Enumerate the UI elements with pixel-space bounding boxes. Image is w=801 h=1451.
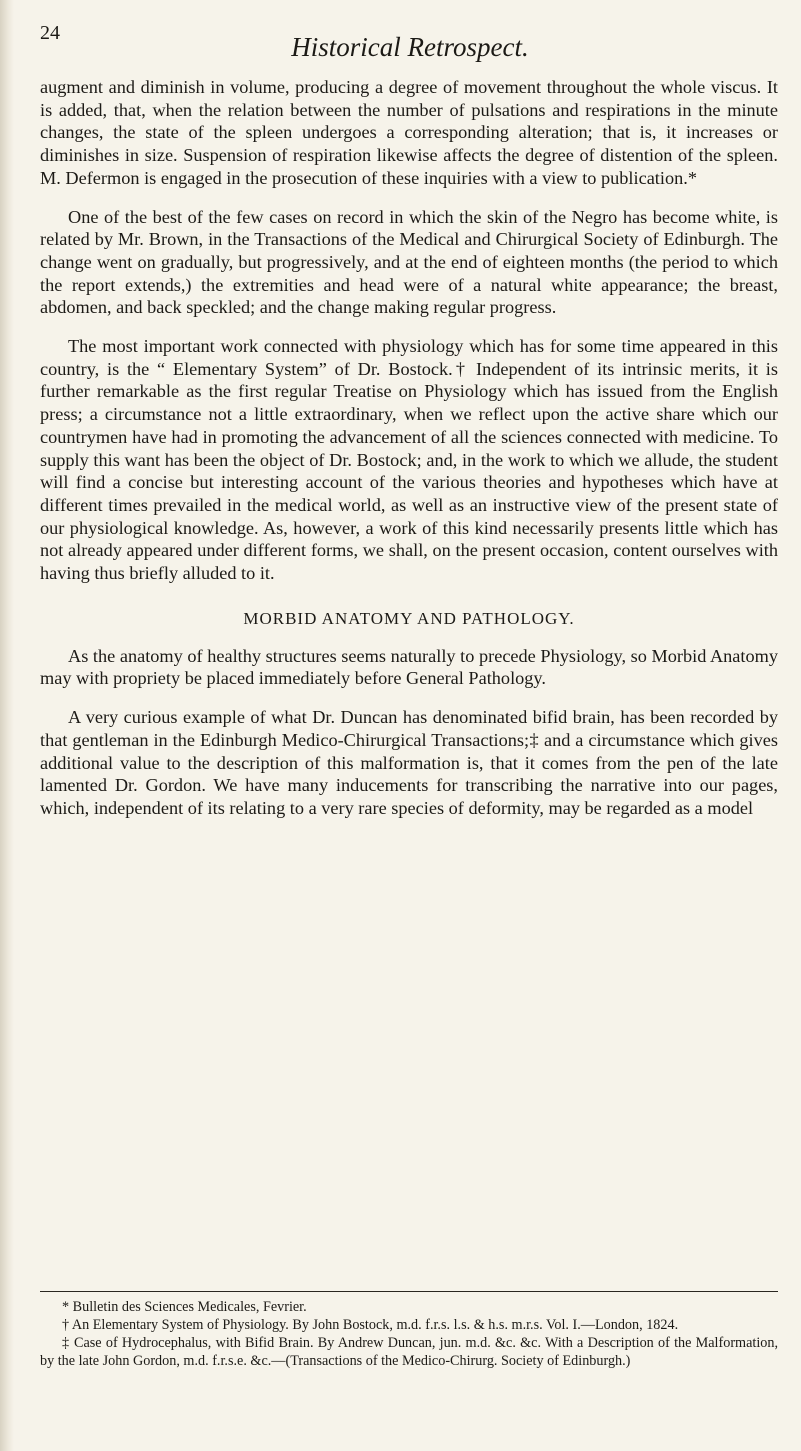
running-title: Historical Retrospect. <box>291 32 529 62</box>
footnotes <box>40 1298 778 1370</box>
page-binding-shadow <box>0 0 14 1451</box>
page-header <box>40 10 780 70</box>
section-heading: MORBID ANATOMY AND PATHOLOGY. <box>243 608 575 628</box>
book-page <box>40 10 780 1440</box>
page-body <box>40 76 778 820</box>
paragraph-bostock: The most important work connected with physiology which has for some time appeared in this country, is the “ Elementary System” of Dr. Bostock.† Independent of its intrinsic merits, it is further remarkable as the first regular Treatise on Physiology which has issued from the English press; a circumstance not a little extraordinary, when we reflect upon the active share which our countrymen have had in promoting the advancement of all the sciences connected with medicine. To supply this want has been the object of Dr. Bostock; and, in the work to which we allude, the student will find a concise but interesting account of the various theories and hypotheses which have at different times prevailed in the medical world, as well as an instructive view of the present state of our physiological knowledge. As, however, a work of this kind necessarily presents little which has not already appeared under different forms, we shall, on the present occasion, content ourselves with having thus briefly alluded to it. <box>40 336 778 584</box>
footnote-divider <box>40 1291 778 1292</box>
paragraph-morbid-anatomy: As the anatomy of healthy structures seems naturally to precede Physiology, so Morbid Anatomy may with propriety be placed immediately before General Pathology. <box>40 645 778 689</box>
paragraph-spleen: augment and diminish in volume, producing a degree of movement throughout the whole viscus. It is added, that, when the relation between the number of pulsations and respirations in the minute changes, the state of the spleen undergoes a corresponding alteration; that is, it increases or diminishes in size. Suspension of respiration likewise affects the degree of distention of the spleen. M. Defermon is engaged in the prosecution of these inquiries with a view to publication.* <box>40 77 778 188</box>
paragraph-bifid-brain: A very curious example of what Dr. Duncan has denominated bifid brain, has been recorded by that gentleman in the Edinburgh Medico-Chirurgical Transactions;‡ and a circumstance which gives additional value to the description of this malformation is, that it comes from the pen of the late lamented Dr. Gordon. We have many inducements for transcribing the narrative into our pages, which, independent of its relating to a very rare species of deformity, may be regarded as a model <box>40 707 778 818</box>
paragraph-negro-skin: One of the best of the few cases on record in which the skin of the Negro has become white, is related by Mr. Brown, in the Transactions of the Medical and Chirurgical Society of Edinburgh. The change went on gradually, but progressively, and at the end of eighteen months (the period to which the report extends,) the extremities and head were of a natural white appearance; the breast, abdomen, and back speckled; and the change making regular progress. <box>40 206 778 318</box>
footnote-bostock: † An Elementary System of Physiology. By John Bostock, m.d. f.r.s. l.s. & h.s. m.r.s. Vol. I.—London, 1824. <box>62 1317 679 1333</box>
page-number: 24 <box>40 22 60 44</box>
footnote-duncan: ‡ Case of Hydrocephalus, with Bifid Brain. By Andrew Duncan, jun. m.d. &c. &c. With a Description of the Malformation, by the late John Gordon, m.d. f.r.s.e. &c.—(Transactions of the Medico-Chirurg. Society of Edinburgh.) <box>40 1335 778 1369</box>
footnote-bulletin: * Bulletin des Sciences Medicales, Fevrier. <box>62 1299 307 1315</box>
